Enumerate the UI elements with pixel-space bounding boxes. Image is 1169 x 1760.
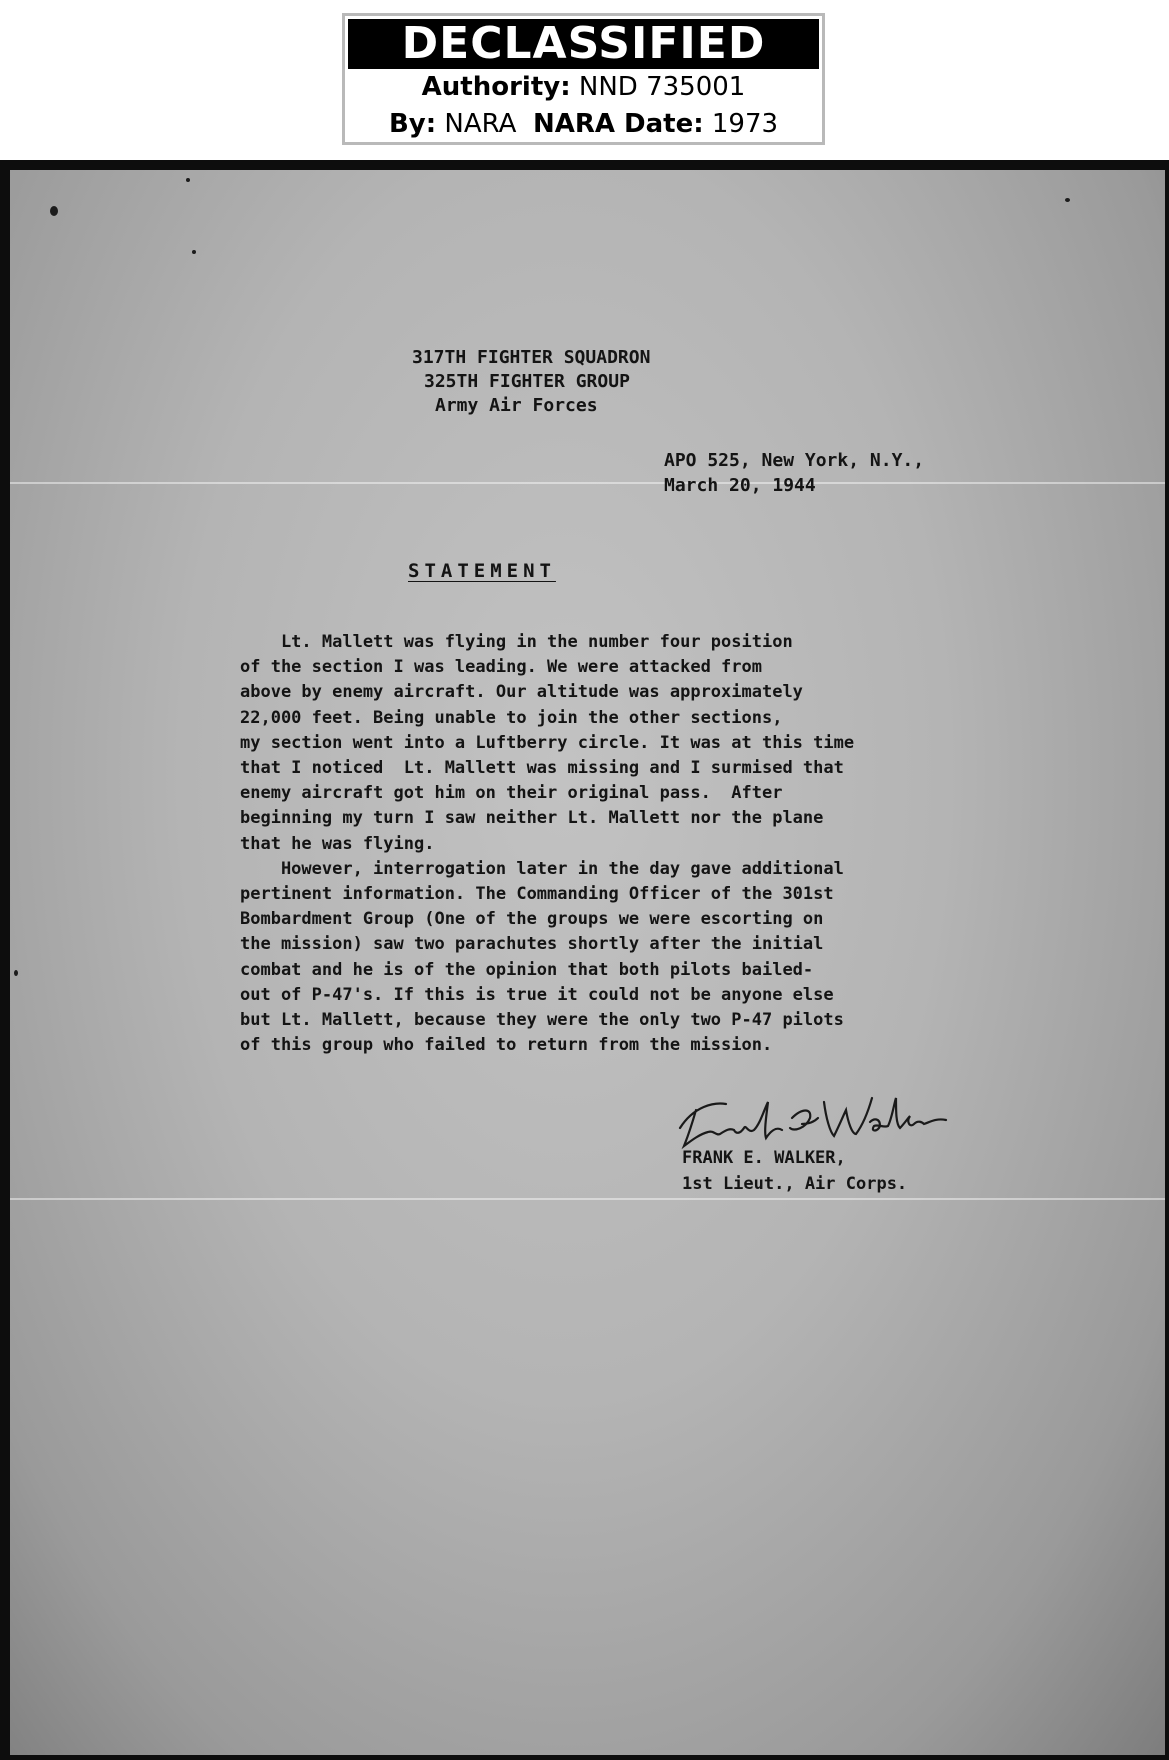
nara-date-value: 1973 <box>711 109 779 139</box>
body-line: enemy aircraft got him on their original pass. After <box>240 783 783 804</box>
ink-speck <box>192 250 196 254</box>
nara-date-label: NARA Date: <box>532 109 704 139</box>
document-page <box>10 170 1165 1755</box>
body-line: beginning my turn I saw neither Lt. Mallett nor the plane <box>240 808 824 829</box>
body-line: the mission) saw two parachutes shortly after the initial <box>240 934 824 955</box>
dateline-address: APO 525, New York, N.Y., <box>664 450 925 471</box>
signatory-rank: 1st Lieut., Air Corps. <box>682 1174 908 1194</box>
by-label: By: <box>388 109 437 139</box>
signatory-name: FRANK E. WALKER, <box>682 1148 846 1168</box>
declassified-stamp <box>342 13 825 145</box>
authority-value: NND 735001 <box>578 72 746 102</box>
body-line: pertinent information. The Commanding Officer of the 301st <box>240 884 834 905</box>
body-line: Bombardment Group (One of the groups we were escorting on <box>240 909 824 930</box>
scanned-document <box>0 160 1169 1760</box>
body-line: of this group who failed to return from the mission. <box>240 1035 773 1056</box>
fold-line <box>10 1198 1165 1200</box>
body-line: Lt. Mallett was flying in the number four position <box>240 632 793 652</box>
body-line: that I noticed Lt. Mallett was missing and I surmised that <box>240 758 844 779</box>
body-line: but Lt. Mallett, because they were the only two P-47 pilots <box>240 1010 844 1031</box>
authority-label: Authority: <box>421 72 571 102</box>
statement-body <box>240 630 854 1058</box>
ink-speck <box>14 970 18 976</box>
letterhead-service: Army Air Forces <box>435 395 598 416</box>
body-line: combat and he is of the opinion that both pilots bailed- <box>240 959 814 980</box>
body-line: of the section I was leading. We were attacked from <box>240 657 762 678</box>
body-line: my section went into a Luftberry circle. It was at this time <box>240 732 855 753</box>
stamp-by-line <box>345 106 822 143</box>
ink-speck <box>1065 198 1070 202</box>
signature-block <box>682 1145 907 1197</box>
body-line: above by enemy aircraft. Our altitude was approximately <box>240 682 803 703</box>
body-line: that he was flying. <box>240 833 435 854</box>
fold-line <box>10 482 1165 484</box>
statement-title: STATEMENT <box>408 560 556 582</box>
by-value: NARA <box>444 109 517 139</box>
letterhead-group: 325TH FIGHTER GROUP <box>424 371 630 392</box>
stamp-authority-line <box>345 69 822 106</box>
letterhead-unit: 317TH FIGHTER SQUADRON <box>412 347 651 368</box>
body-line: out of P-47's. If this is true it could not be anyone else <box>240 984 834 1005</box>
stamp-title: DECLASSIFIED <box>348 19 819 69</box>
body-line: 22,000 feet. Being unable to join the other sections, <box>240 707 783 728</box>
ink-speck <box>50 206 58 216</box>
body-line: However, interrogation later in the day gave additional <box>240 858 844 879</box>
ink-speck <box>186 178 190 182</box>
dateline-date: March 20, 1944 <box>664 475 816 496</box>
